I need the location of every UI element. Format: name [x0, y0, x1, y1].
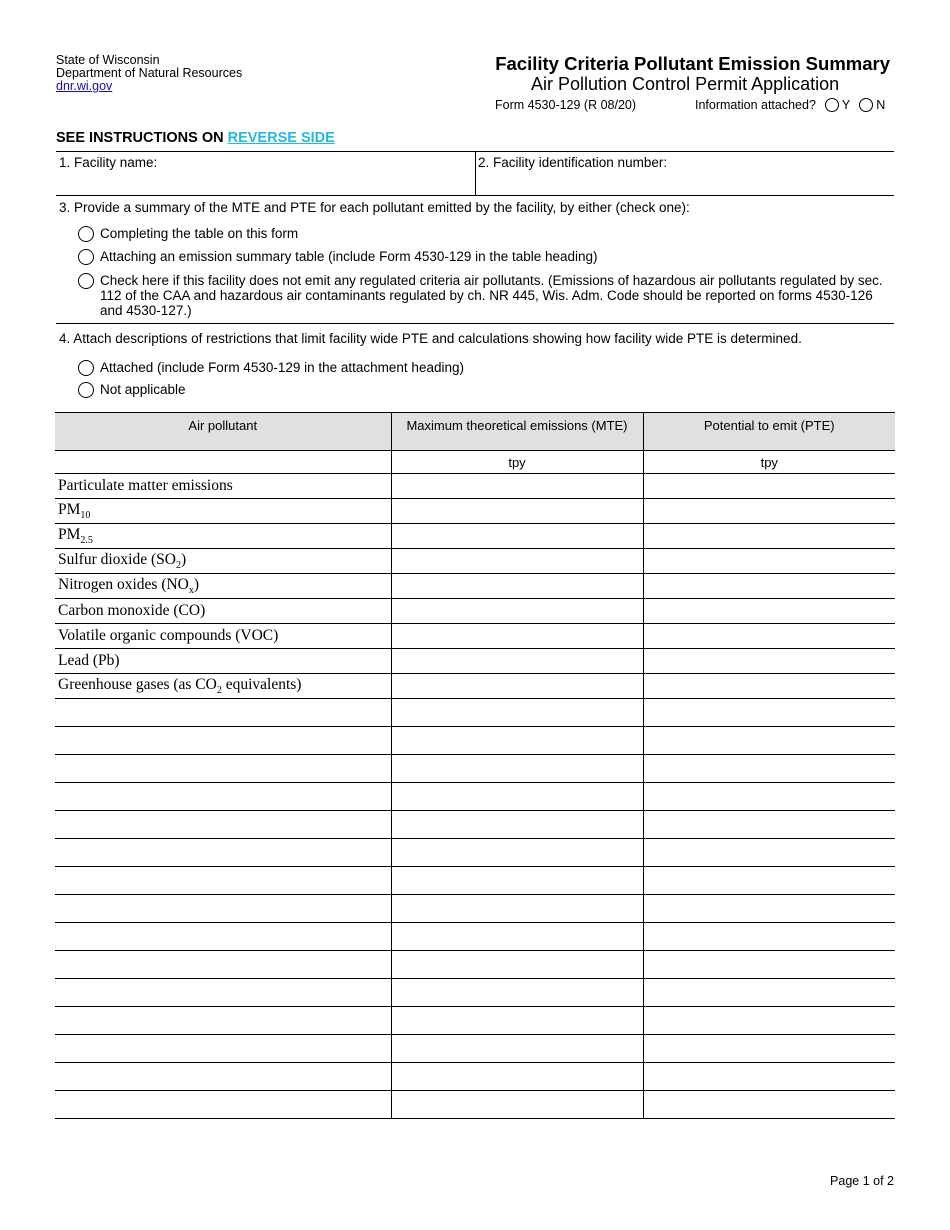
- table-row: [55, 649, 895, 674]
- mte-cell[interactable]: [391, 867, 643, 895]
- question-3-option-2[interactable]: [78, 249, 598, 265]
- mte-cell[interactable]: [391, 599, 643, 624]
- blank-table-row: [55, 811, 895, 839]
- question-4-option-1[interactable]: [78, 360, 464, 376]
- pollutant-name: $PM_{10}$: [55, 499, 391, 524]
- divider: [56, 195, 894, 196]
- mte-cell[interactable]: [391, 649, 643, 674]
- instructions-note: [56, 130, 335, 146]
- pollutant-cell[interactable]: [55, 839, 391, 867]
- info-attached-no-label: N: [876, 98, 886, 112]
- pte-cell[interactable]: [643, 979, 895, 1007]
- pollutant-cell[interactable]: [55, 755, 391, 783]
- pte-cell[interactable]: [643, 474, 895, 499]
- mte-cell[interactable]: [391, 923, 643, 951]
- pollutant-cell[interactable]: [55, 1035, 391, 1063]
- question-3-option-3-radio[interactable]: [78, 273, 94, 289]
- agency-block: [56, 54, 242, 93]
- mte-cell[interactable]: [391, 839, 643, 867]
- pollutant-cell[interactable]: [55, 1007, 391, 1035]
- mte-cell[interactable]: [391, 674, 643, 699]
- pollutant-cell[interactable]: [55, 895, 391, 923]
- pte-cell[interactable]: [643, 839, 895, 867]
- question-3-option-1-label: Completing the table on this form: [100, 226, 299, 241]
- table-row: [55, 474, 895, 499]
- mte-cell[interactable]: [391, 1091, 643, 1119]
- mte-cell[interactable]: [391, 783, 643, 811]
- units-row: [55, 451, 895, 474]
- instructions-prefix: SEE INSTRUCTIONS ON: [56, 130, 228, 146]
- divider: [56, 323, 894, 324]
- mte-cell[interactable]: [391, 979, 643, 1007]
- pte-cell[interactable]: [643, 624, 895, 649]
- divider: [475, 151, 476, 195]
- pte-cell[interactable]: [643, 649, 895, 674]
- reverse-side-link[interactable]: REVERSE SIDE: [227, 130, 335, 146]
- question-3-text: 3. Provide a summary of the MTE and PTE for each pollutant emitted by the facility, by either (check one):: [59, 200, 690, 215]
- pte-cell[interactable]: [643, 1007, 895, 1035]
- mte-cell[interactable]: [391, 811, 643, 839]
- blank-table-row: [55, 755, 895, 783]
- facility-name-label: 1. Facility name:: [59, 155, 158, 170]
- agency-state: State of Wisconsin: [56, 53, 160, 67]
- pte-cell[interactable]: [643, 1035, 895, 1063]
- mte-cell[interactable]: [391, 549, 643, 574]
- pollutant-cell[interactable]: [55, 783, 391, 811]
- mte-cell[interactable]: [391, 951, 643, 979]
- unit-pte: tpy: [643, 451, 895, 474]
- info-attached-no-radio[interactable]: [859, 98, 873, 112]
- mte-cell[interactable]: [391, 624, 643, 649]
- pte-cell[interactable]: [643, 1091, 895, 1119]
- unit-mte: tpy: [391, 451, 643, 474]
- pollutant-cell[interactable]: [55, 979, 391, 1007]
- blank-table-row: [55, 783, 895, 811]
- blank-table-row: [55, 951, 895, 979]
- agency-website-link[interactable]: dnr.wi.gov: [56, 79, 113, 93]
- pollutant-name: $PM_{2.5}$: [55, 524, 391, 549]
- mte-cell[interactable]: [391, 755, 643, 783]
- pollutant-cell[interactable]: [55, 1063, 391, 1091]
- pollutant-cell[interactable]: [55, 699, 391, 727]
- header-mte: Maximum theoretical emissions (MTE): [391, 413, 643, 451]
- header-pte: Potential to emit (PTE): [643, 413, 895, 451]
- pte-cell[interactable]: [643, 923, 895, 951]
- pollutant-name: Lead (Pb): [55, 649, 391, 674]
- blank-table-row: [55, 1091, 895, 1119]
- question-4-option-1-radio[interactable]: [78, 360, 94, 376]
- question-4-option-2-label: Not applicable: [100, 382, 186, 397]
- pte-cell[interactable]: [643, 699, 895, 727]
- blank-table-row: [55, 1007, 895, 1035]
- pollutant-cell[interactable]: [55, 923, 391, 951]
- blank-table-row: [55, 923, 895, 951]
- pte-cell[interactable]: [643, 599, 895, 624]
- blank-table-row: [55, 727, 895, 755]
- pte-cell[interactable]: [643, 895, 895, 923]
- table-row: [55, 624, 895, 649]
- pollutant-cell[interactable]: [55, 867, 391, 895]
- question-4-text: 4. Attach descriptions of restrictions that limit facility wide PTE and calculations showing how facility wide PTE is determined.: [59, 331, 802, 346]
- form-title: Facility Criteria Pollutant Emission Summary: [495, 53, 890, 74]
- question-3-option-3-label: Check here if this facility does not emit any regulated criteria air pollutants. (Emissions of hazardous air pollutants regulated by sec. 112 of the CAA and hazardous air contaminants regulated by ch. NR 445, Wis. Adm. Code should be reported on forms 4530-126 and 4530-127.): [100, 273, 883, 318]
- question-3-option-2-label: Attaching an emission summary table (include Form 4530-129 in the table heading): [100, 249, 598, 264]
- mte-cell[interactable]: [391, 1063, 643, 1091]
- blank-table-row: [55, 699, 895, 727]
- table-row: [55, 549, 895, 574]
- pollutant-cell[interactable]: [55, 1091, 391, 1119]
- pollutant-name: Nitrogen oxides $(NO_x)$: [55, 574, 391, 599]
- facility-id-field[interactable]: [478, 172, 892, 192]
- info-attached-label: Information attached?: [695, 98, 816, 112]
- mte-cell[interactable]: [391, 1035, 643, 1063]
- blank-table-row: [55, 1035, 895, 1063]
- question-4-option-2[interactable]: [78, 382, 186, 398]
- emission-summary-table: [55, 412, 895, 1119]
- blank-table-row: [55, 895, 895, 923]
- blank-table-row: [55, 979, 895, 1007]
- table-row: [55, 674, 895, 699]
- table-row: [55, 599, 895, 624]
- mte-cell[interactable]: [391, 727, 643, 755]
- pte-cell[interactable]: [643, 1063, 895, 1091]
- pte-cell[interactable]: [643, 674, 895, 699]
- question-3-option-2-radio[interactable]: [78, 249, 94, 265]
- info-attached-yes-label: Y: [841, 98, 851, 112]
- pte-cell[interactable]: [643, 727, 895, 755]
- table-row: [55, 499, 895, 524]
- pte-cell[interactable]: [643, 811, 895, 839]
- form-subtitle: Air Pollution Control Permit Application: [531, 74, 840, 94]
- info-attached: [695, 98, 885, 112]
- pte-cell[interactable]: [643, 524, 895, 549]
- pte-cell[interactable]: [643, 549, 895, 574]
- facility-id-label: 2. Facility identification number:: [478, 155, 668, 170]
- question-3-option-1[interactable]: [78, 226, 298, 242]
- facility-name-field[interactable]: [58, 172, 472, 192]
- header-air-pollutant: Air pollutant: [55, 413, 391, 451]
- question-3-option-1-radio[interactable]: [78, 226, 94, 242]
- mte-cell[interactable]: [391, 1007, 643, 1035]
- page-number: Page 1 of 2: [830, 1174, 894, 1188]
- mte-cell[interactable]: [391, 574, 643, 599]
- pte-cell[interactable]: [643, 574, 895, 599]
- pte-cell[interactable]: [643, 783, 895, 811]
- mte-cell[interactable]: [391, 474, 643, 499]
- unit-pollutant: [55, 451, 391, 474]
- pollutant-name: Volatile organic compounds (VOC): [55, 624, 391, 649]
- question-3-option-3[interactable]: [78, 273, 886, 318]
- question-4-option-2-radio[interactable]: [78, 382, 94, 398]
- mte-cell[interactable]: [391, 699, 643, 727]
- pollutant-cell[interactable]: [55, 951, 391, 979]
- table-row: [55, 574, 895, 599]
- mte-cell[interactable]: [391, 895, 643, 923]
- pte-cell[interactable]: [643, 499, 895, 524]
- mte-cell[interactable]: [391, 499, 643, 524]
- table-header-row: [55, 413, 895, 451]
- pollutant-cell[interactable]: [55, 811, 391, 839]
- pollutant-name: Particulate matter emissions: [55, 474, 391, 499]
- form-number: Form 4530-129 (R 08/20): [495, 98, 637, 112]
- pte-cell[interactable]: [643, 755, 895, 783]
- pollutant-name: Sulfur dioxide $(SO_2)$: [55, 549, 391, 574]
- blank-table-row: [55, 1063, 895, 1091]
- pollutant-name: Greenhouse gases (as $CO_2$ equivalents): [55, 674, 391, 699]
- question-4-option-1-label: Attached (include Form 4530-129 in the attachment heading): [100, 360, 464, 375]
- pollutant-name: Carbon monoxide (CO): [55, 599, 391, 624]
- blank-table-row: [55, 867, 895, 895]
- agency-department: Department of Natural Resources: [56, 66, 243, 80]
- blank-table-row: [55, 839, 895, 867]
- mte-cell[interactable]: [391, 524, 643, 549]
- info-attached-yes-radio[interactable]: [825, 98, 839, 112]
- table-row: [55, 524, 895, 549]
- pollutant-cell[interactable]: [55, 727, 391, 755]
- pte-cell[interactable]: [643, 867, 895, 895]
- pte-cell[interactable]: [643, 951, 895, 979]
